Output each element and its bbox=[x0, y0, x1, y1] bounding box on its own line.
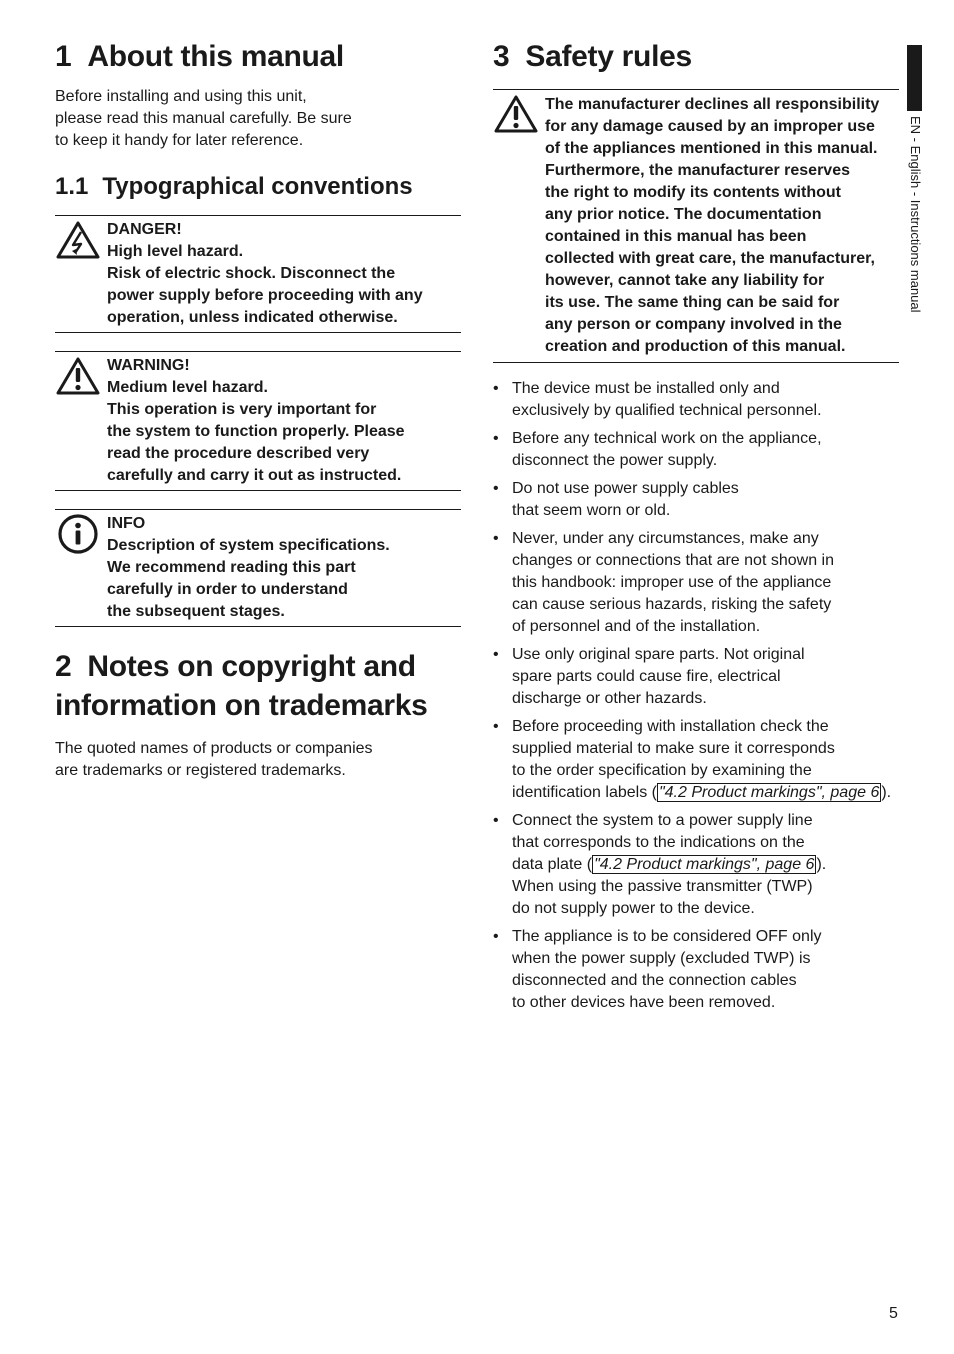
section-title: Typographical conventions bbox=[102, 173, 413, 200]
danger-text: High level hazard. Risk of electric shock. Disconnect the power supply before proceeding with any operation, unless indicated otherwise. bbox=[107, 243, 423, 326]
bullet: • bbox=[493, 480, 499, 497]
info-text: Description of system specifications. We recommend reading this part carefully in order to understand the subsequent stages. bbox=[107, 537, 390, 620]
list-item bbox=[493, 528, 899, 638]
bullet: • bbox=[493, 812, 499, 829]
rule-text: Use only original spare parts. Not original spare parts could cause fire, electrical discharge or other hazards. bbox=[512, 646, 805, 707]
warning-notice bbox=[55, 351, 461, 491]
bullet: • bbox=[493, 530, 499, 547]
cross-reference-link[interactable]: "4.2 Product markings", page 6 bbox=[594, 856, 815, 873]
bullet: • bbox=[493, 380, 499, 397]
disclaimer-text: The manufacturer declines all responsibility for any damage caused by an improper use of the appliances mentioned in this manual. Furthermore, the manufacturer reserves the right to modify its contents without any prior notice. The documentation contained in this manual has been collected with great care, the manufacturer, however, cannot take any liability for its use. The same thing can be said for any person or company involved in the creation and production of this manual. bbox=[545, 96, 880, 355]
section-number: 1 bbox=[55, 40, 72, 73]
side-tab-marker bbox=[907, 45, 922, 111]
section-title: Safety rules bbox=[525, 40, 692, 73]
section-2-text: The quoted names of products or companies are trademarks or registered trademarks. bbox=[55, 740, 373, 779]
list-item bbox=[493, 428, 899, 472]
warning-icon bbox=[56, 356, 100, 396]
warning-title: WARNING! bbox=[107, 357, 190, 374]
disclaimer-notice bbox=[493, 89, 899, 363]
rule-text: The device must be installed only and exclusively by qualified technical personnel. bbox=[512, 380, 822, 419]
rule-text: Do not use power supply cables that seem worn or old. bbox=[512, 480, 739, 519]
section-title-line-2: information on trademarks bbox=[55, 689, 428, 722]
page-number: 5 bbox=[889, 1305, 898, 1322]
section-2-heading bbox=[55, 647, 461, 725]
rule-text-end: ). bbox=[881, 784, 892, 801]
info-icon bbox=[56, 514, 100, 554]
warning-icon bbox=[494, 94, 538, 134]
section-3-heading bbox=[493, 38, 899, 76]
danger-title: DANGER! bbox=[107, 221, 182, 238]
side-tab-label: EN - English - Instructions manual bbox=[908, 116, 923, 313]
safety-rules-list bbox=[493, 378, 899, 1014]
section-number: 1.1 bbox=[55, 173, 89, 200]
electric-hazard-icon bbox=[56, 220, 100, 260]
rule-text: Before any technical work on the appliance, disconnect the power supply. bbox=[512, 430, 822, 469]
info-notice bbox=[55, 509, 461, 627]
cross-reference-link[interactable]: "4.2 Product markings", page 6 bbox=[658, 784, 880, 801]
list-item bbox=[493, 478, 899, 522]
section-number: 3 bbox=[493, 40, 510, 73]
section-1-intro: Before installing and using this unit, please read this manual carefully. Be sure to keep it handy for later reference. bbox=[55, 88, 352, 149]
bullet: • bbox=[493, 718, 499, 735]
list-item bbox=[493, 716, 899, 804]
section-title-line-1: Notes on copyright and bbox=[87, 650, 416, 683]
rule-text: Before proceeding with installation check the supplied material to make sure it corresponds to the order specification by examining the identification labels ( bbox=[512, 718, 835, 801]
section-title: About this manual bbox=[87, 40, 344, 73]
left-column bbox=[55, 38, 461, 782]
info-title: INFO bbox=[107, 515, 146, 532]
bullet: • bbox=[493, 928, 499, 945]
section-number: 2 bbox=[55, 650, 72, 683]
section-1-heading bbox=[55, 38, 461, 76]
bullet: • bbox=[493, 646, 499, 663]
list-item bbox=[493, 644, 899, 710]
rule-text-end: ). When using the passive transmitter (TWP) do not supply power to the device. bbox=[512, 856, 827, 917]
right-column bbox=[493, 38, 899, 1020]
list-item bbox=[493, 378, 899, 422]
section-1-1-heading bbox=[55, 172, 461, 202]
warning-text: Medium level hazard. This operation is very important for the system to function properly. Please read the procedure described very carefully and carry it out as instructed. bbox=[107, 379, 405, 484]
rule-text: The appliance is to be considered OFF only when the power supply (excluded TWP) is disconnected and the connection cables to other devices have been removed. bbox=[512, 928, 822, 1011]
bullet: • bbox=[493, 430, 499, 447]
rule-text: Never, under any circumstances, make any changes or connections that are not shown in this handbook: improper use of the appliance can cause serious hazards, risking the safety of personnel and of the installation. bbox=[512, 530, 834, 635]
rule-text: Connect the system to a power supply line that corresponds to the indications on the data plate ( bbox=[512, 812, 813, 873]
list-item bbox=[493, 810, 899, 920]
list-item bbox=[493, 926, 899, 1014]
danger-notice bbox=[55, 215, 461, 333]
